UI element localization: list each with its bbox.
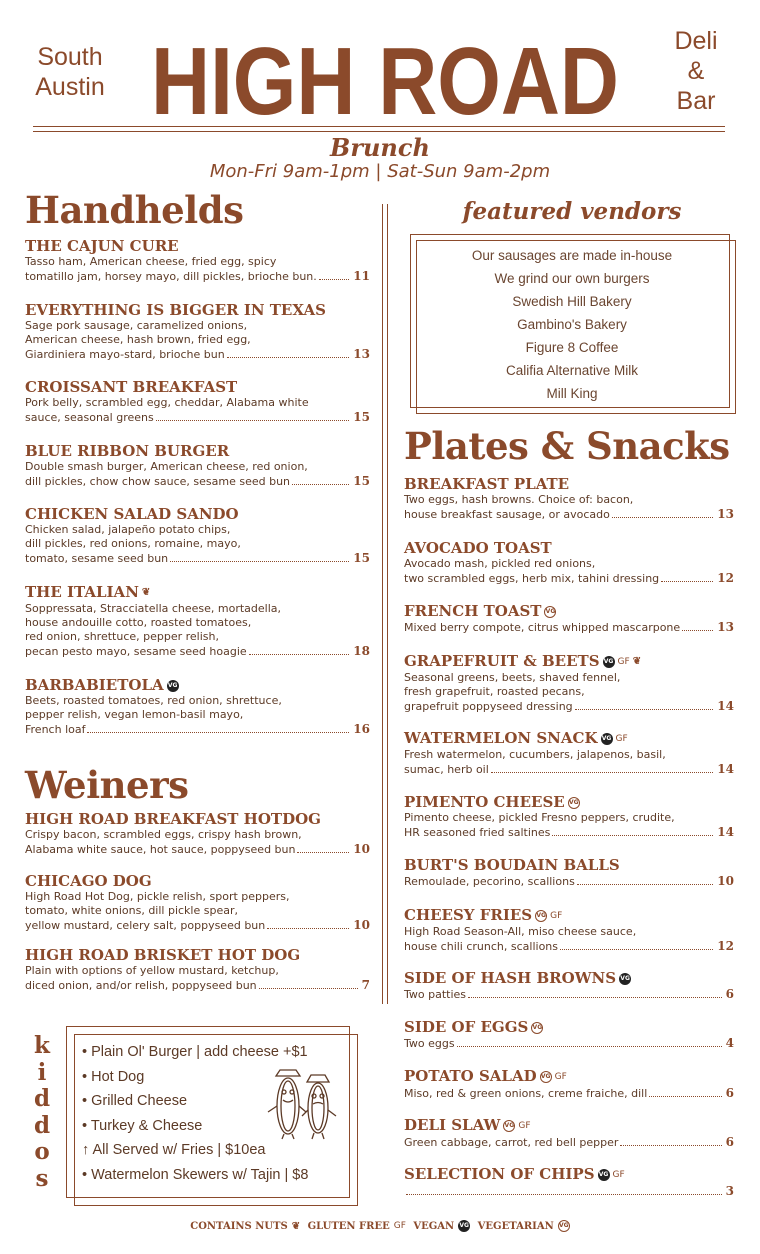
menu-item-name-text: BURT'S BOUDAIN BALLS — [404, 856, 620, 874]
dot-leader — [575, 709, 714, 710]
menu-item-description-last — [404, 507, 734, 522]
menu-item-name-text: CHICAGO DOG — [25, 872, 152, 890]
hotdog-characters-illustration — [264, 1066, 344, 1140]
menu-item-description-text: Green cabbage, carrot, red bell pepper — [404, 1136, 619, 1149]
dot-leader — [292, 484, 349, 485]
menu-item-name — [404, 602, 734, 620]
menu-item — [25, 676, 370, 737]
menu-item-description-last — [404, 825, 734, 840]
location-label: South Austin — [35, 43, 105, 101]
menu-item-description: dill pickles, red onions, romaine, mayo, — [25, 537, 241, 550]
menu-item-description-last — [25, 722, 370, 737]
menu-item-description: Fresh watermelon, cucumbers, jalapenos, basil, — [404, 748, 666, 761]
menu-item-name-text: BARBABIETOLA — [25, 676, 164, 694]
menu-item-description: house andouille cotto, roasted tomatoes, — [25, 616, 252, 629]
kiddos-item: • Plain Ol' Burger | add cheese +$1 — [82, 1044, 308, 1060]
menu-item-description-text: pecan pesto mayo, sesame seed hoagie — [25, 645, 247, 658]
vendor-item: Our sausages are made in-house — [471, 248, 673, 263]
gluten-free-mark: GF — [554, 1072, 567, 1082]
menu-item-description-last — [404, 1184, 734, 1198]
gluten-free-mark: GF — [518, 1121, 531, 1131]
menu-item-name — [404, 856, 734, 874]
menu-item-price: 13 — [717, 620, 734, 634]
vendor-item: Gambino's Bakery — [517, 317, 627, 332]
menu-item-description-last — [404, 874, 734, 889]
menu-item-name — [404, 1116, 734, 1135]
menu-item — [404, 602, 734, 635]
menu-item-description-text: Alabama white sauce, hot sauce, poppyseed bun — [25, 843, 296, 856]
menu-item — [404, 856, 734, 889]
menu-item-description: tomato, white onions, dill pickle spear, — [25, 904, 238, 917]
menu-item-description-last — [404, 620, 734, 635]
restaurant-title-text: HIGH ROAD — [151, 28, 619, 132]
dot-leader — [491, 772, 714, 773]
legend-vegetarian-label: VEGETARIAN — [477, 1220, 554, 1232]
menu-item-description-text: Two eggs — [404, 1037, 455, 1050]
menu-item-description-text: grapefruit poppyseed dressing — [404, 700, 573, 713]
gluten-free-mark: GF — [550, 911, 563, 921]
menu-item-description-text: yellow mustard, celery salt, poppyseed bun — [25, 919, 266, 932]
menu-item-description: Seasonal greens, beets, shaved fennel, — [404, 671, 621, 684]
menu-item-price: 6 — [725, 1086, 734, 1100]
menu-item-name — [25, 442, 370, 460]
kiddos-letter: o — [34, 1138, 50, 1165]
dot-leader — [267, 928, 349, 929]
dot-leader — [620, 1145, 721, 1146]
vegetarian-icon: VG — [503, 1120, 515, 1132]
menu-item-description-text: tomatillo jam, horsey mayo, dill pickles, brioche bun. — [25, 270, 317, 283]
menu-item-description: High Road Season-All, miso cheese sauce, — [404, 925, 637, 938]
menu-item-name-text: CHICKEN SALAD SANDO — [25, 505, 239, 523]
kiddos-letter: i — [37, 1058, 47, 1086]
kiddos-vertical-title — [27, 1033, 57, 1192]
header-rule-bottom — [33, 131, 725, 132]
menu-item — [25, 378, 370, 425]
menu-item-description-text: HR seasoned fried saltines — [404, 826, 551, 839]
vegan-icon: VG — [458, 1220, 470, 1232]
menu-item-description-last — [25, 644, 370, 659]
dot-leader — [552, 835, 713, 836]
menu-item — [25, 810, 370, 857]
menu-item-description: Avocado mash, pickled red onions, — [404, 557, 596, 570]
menu-item-description-last — [404, 571, 734, 586]
menu-item-name-text: GRAPEFRUIT & BEETS — [404, 652, 600, 670]
vegan-icon: VG — [167, 680, 179, 692]
menu-item-price: 7 — [361, 978, 370, 992]
menu-item-description-last — [25, 347, 370, 362]
menu-item-name — [404, 969, 734, 987]
vegetarian-icon: VG — [568, 797, 580, 809]
menu-item-price: 6 — [725, 987, 734, 1001]
menu-item-name-text: PIMENTO CHEESE — [404, 793, 565, 811]
dot-leader — [468, 997, 722, 998]
vendors-title: featured vendors — [462, 198, 682, 225]
menu-item — [404, 1067, 734, 1101]
menu-item-price: 6 — [725, 1135, 734, 1149]
menu-item-description-text: Remoulade, pecorino, scallions — [404, 875, 575, 888]
kiddos-letter: k — [34, 1032, 50, 1059]
menu-item-price: 3 — [725, 1184, 734, 1198]
menu-item-description-text: house breakfast sausage, or avocado — [404, 508, 610, 521]
menu-item-description: Beets, roasted tomatoes, red onion, shrettuce, — [25, 694, 282, 707]
menu-item-name-text: SELECTION OF CHIPS — [404, 1165, 595, 1183]
menu-item-price: 12 — [717, 939, 734, 953]
menu-item-name — [25, 872, 370, 890]
menu-item — [404, 969, 734, 1002]
menu-item-price: 10 — [717, 874, 734, 888]
menu-item-price: 13 — [353, 347, 370, 361]
menu-item-name-text: CHEESY FRIES — [404, 906, 533, 924]
menu-item-description: Pimento cheese, pickled Fresno peppers, crudite, — [404, 811, 675, 824]
nut-icon: ❦ — [141, 587, 151, 598]
menu-item — [25, 301, 370, 362]
menu-item — [404, 729, 734, 777]
menu-item-description-text: diced onion, and/or relish, poppyseed bun — [25, 979, 257, 992]
menu-item-description: Two eggs, hash browns. Choice of: bacon, — [404, 493, 634, 506]
menu-item-description-last — [25, 918, 370, 933]
menu-item-description: Sage pork sausage, caramelized onions, — [25, 319, 248, 332]
menu-item — [404, 1165, 734, 1198]
vegan-icon: VG — [603, 656, 615, 668]
dot-leader — [661, 581, 713, 582]
vegetarian-icon: VG — [544, 606, 556, 618]
menu-item-description-last — [404, 762, 734, 777]
menu-item-name-text: THE CAJUN CURE — [25, 237, 179, 255]
dot-leader — [319, 279, 350, 280]
dot-leader — [170, 561, 349, 562]
menu-item-name — [404, 652, 734, 671]
vendor-item: We grind our own burgers — [494, 271, 650, 286]
gf-mark: GF — [393, 1221, 406, 1231]
handhelds-title: Handhelds — [25, 188, 244, 232]
dietary-legend — [0, 1220, 760, 1232]
dot-leader — [249, 654, 350, 655]
menu-item — [25, 505, 370, 566]
menu-item-description-last — [404, 1135, 734, 1150]
menu-item-name — [404, 1165, 734, 1184]
menu-item — [404, 1116, 734, 1150]
menu-item-description-last — [404, 987, 734, 1002]
menu-item-name — [404, 793, 734, 811]
gluten-free-mark: GF — [612, 1170, 625, 1180]
dot-leader — [406, 1194, 722, 1195]
menu-item-description-text: Miso, red & green onions, creme fraiche, dill — [404, 1087, 648, 1100]
menu-item-price: 15 — [353, 474, 370, 488]
dot-leader — [560, 949, 713, 950]
menu-item-price: 14 — [717, 762, 734, 776]
legend-nuts-label: CONTAINS NUTS — [190, 1220, 288, 1232]
nut-icon: ❦ — [291, 1220, 301, 1232]
menu-item-description-text: two scrambled eggs, herb mix, tahini dressing — [404, 572, 660, 585]
menu-item-name-text: SIDE OF HASH BROWNS — [404, 969, 617, 987]
menu-item-description: pepper relish, vegan lemon-basil mayo, — [25, 708, 244, 721]
menu-item-description: American cheese, hash brown, fried egg, — [25, 333, 251, 346]
menu-item-name-text: DELI SLAW — [404, 1116, 501, 1134]
menu-item — [25, 237, 370, 284]
menu-item — [25, 872, 370, 933]
menu-item-description-last — [404, 939, 734, 954]
menu-item-price: 10 — [353, 918, 370, 932]
menu-item — [25, 583, 370, 659]
menu-item-description-last — [25, 978, 370, 993]
dot-leader — [457, 1046, 722, 1047]
menu-item-name — [404, 1018, 734, 1036]
menu-item-description: Double smash burger, American cheese, red onion, — [25, 460, 308, 473]
menu-item-name-text: BLUE RIBBON BURGER — [25, 442, 230, 460]
menu-item-name — [25, 301, 370, 319]
vendors-list — [410, 244, 734, 405]
menu-item-description-last — [404, 1036, 734, 1051]
menu-item-name — [25, 583, 370, 602]
legend-vegan-label: VEGAN — [413, 1220, 455, 1232]
menu-item-name — [25, 378, 370, 396]
meal-title: Brunch — [330, 133, 430, 162]
menu-item — [404, 1018, 734, 1051]
menu-item-description-text: sumac, herb oil — [404, 763, 489, 776]
dot-leader — [87, 732, 349, 733]
menu-item-description-last — [25, 474, 370, 489]
menu-item-name — [404, 729, 734, 748]
header-rule-top — [33, 126, 725, 127]
menu-item-description-text: Giardiniera mayo-stard, brioche bun — [25, 348, 225, 361]
menu-item-name-text: POTATO SALAD — [404, 1067, 537, 1085]
menu-item-description-last — [25, 410, 370, 425]
kiddos-item: • Hot Dog — [82, 1068, 145, 1085]
menu-item-name — [25, 237, 370, 255]
vegan-icon: VG — [598, 1169, 610, 1181]
menu-item-name-text: HIGH ROAD BRISKET HOT DOG — [25, 946, 301, 964]
menu-item-description: Chicken salad, jalapeño potato chips, — [25, 523, 231, 536]
menu-item — [404, 475, 734, 522]
menu-item-name-text: BREAKFAST PLATE — [404, 475, 570, 493]
menu-item-description-last — [404, 1086, 734, 1101]
plates-title: Plates & Snacks — [404, 424, 730, 468]
dot-leader — [227, 357, 350, 358]
kiddos-item: • Grilled Cheese — [82, 1093, 188, 1109]
menu-item — [404, 906, 734, 954]
menu-item-name-text: SIDE OF EGGS — [404, 1018, 529, 1036]
menu-item — [404, 793, 734, 840]
menu-item — [404, 539, 734, 586]
vegetarian-icon: VG — [558, 1220, 570, 1232]
menu-item-description-text: tomato, sesame seed bun — [25, 552, 169, 565]
menu-item-name — [25, 946, 370, 964]
dot-leader — [682, 630, 713, 631]
vendor-item: Mill King — [546, 386, 598, 401]
menu-item — [25, 442, 370, 489]
dot-leader — [649, 1096, 721, 1097]
menu-item-name-text: HIGH ROAD BREAKFAST HOTDOG — [25, 810, 321, 828]
menu-item-price: 14 — [717, 825, 734, 839]
menu-item-price: 15 — [353, 410, 370, 424]
menu-item-name-text: WATERMELON SNACK — [404, 729, 598, 747]
vendor-item: Califia Alternative Milk — [505, 363, 639, 378]
legend-gluten-free-label: GLUTEN FREE — [307, 1220, 390, 1232]
menu-item-name-text: AVOCADO TOAST — [404, 539, 552, 557]
restaurant-logo-title — [145, 22, 625, 132]
kiddos-item: ↑ All Served w/ Fries | $10ea — [82, 1142, 266, 1158]
menu-item-description-text: Two patties — [404, 988, 467, 1001]
menu-item-name — [25, 505, 370, 523]
menu-item-description-text: French loaf — [25, 723, 86, 736]
vegan-icon: VG — [601, 733, 613, 745]
menu-item-name-text: CROISSANT BREAKFAST — [25, 378, 238, 396]
nut-icon: ❦ — [632, 656, 642, 667]
hours-text: Mon-Fri 9am-1pm | Sat-Sun 9am-2pm — [209, 161, 551, 182]
menu-item-description-last — [404, 699, 734, 714]
dot-leader — [297, 852, 349, 853]
menu-item-description-text: house chili crunch, scallions — [404, 940, 558, 953]
menu-item-price: 18 — [353, 644, 370, 658]
kiddos-letter: d — [33, 1111, 51, 1139]
menu-item-price: 16 — [353, 722, 370, 736]
weiners-title: Weiners — [25, 763, 189, 807]
kiddos-item: • Turkey & Cheese — [82, 1117, 203, 1134]
menu-item-description-last — [25, 551, 370, 566]
dot-leader — [156, 420, 350, 421]
menu-item-price: 13 — [717, 507, 734, 521]
column-divider — [382, 204, 388, 1004]
menu-item-name — [404, 475, 734, 493]
menu-item-price: 15 — [353, 551, 370, 565]
menu-item-name-text: FRENCH TOAST — [404, 602, 542, 620]
dot-leader — [577, 884, 714, 885]
menu-item — [25, 946, 370, 993]
menu-item-description-last — [25, 842, 370, 857]
menu-item-price: 4 — [725, 1036, 734, 1050]
menu-item-name-text: EVERYTHING IS BIGGER IN TEXAS — [25, 301, 326, 319]
menu-item-description: red onion, shrettuce, pepper relish, — [25, 630, 219, 643]
menu-item-description: Crispy bacon, scrambled eggs, crispy hash brown, — [25, 828, 302, 841]
menu-item-description-text: Mixed berry compote, citrus whipped mascarpone — [404, 621, 681, 634]
deli-bar-label: Deli & Bar — [674, 27, 718, 115]
menu-item-description: Tasso ham, American cheese, fried egg, spicy — [25, 255, 277, 268]
menu-item-name — [404, 539, 734, 557]
menu-item-name — [404, 1067, 734, 1086]
menu-item-name — [25, 810, 370, 828]
dot-leader — [612, 517, 713, 518]
menu-item-name — [404, 906, 734, 925]
menu-item-name — [25, 676, 370, 694]
vendor-item: Figure 8 Coffee — [525, 340, 619, 355]
menu-item-price: 12 — [717, 571, 734, 585]
vegetarian-icon: VG — [540, 1071, 552, 1083]
menu-item-description: Pork belly, scrambled egg, cheddar, Alabama white — [25, 396, 309, 409]
kiddos-letter: d — [33, 1085, 51, 1112]
menu-item — [404, 652, 734, 714]
menu-item-description-text: dill pickles, chow chow sauce, sesame seed bun — [25, 475, 291, 488]
vegetarian-icon: VG — [535, 910, 547, 922]
menu-item-description-last — [25, 269, 370, 284]
gluten-free-mark: GF — [615, 734, 628, 744]
vegan-icon: VG — [619, 973, 631, 985]
menu-item-price: 10 — [353, 842, 370, 856]
kiddos-item: • Watermelon Skewers w/ Tajin | $8 — [82, 1166, 309, 1183]
vegetarian-icon: VG — [531, 1022, 543, 1034]
kiddos-letter: s — [35, 1164, 49, 1192]
menu-item-price: 14 — [717, 699, 734, 713]
menu-item-description-text: sauce, seasonal greens — [25, 411, 154, 424]
gluten-free-mark: GF — [617, 657, 630, 667]
menu-item-description: Soppressata, Stracciatella cheese, mortadella, — [25, 602, 282, 615]
menu-item-name-text: THE ITALIAN — [25, 583, 139, 601]
menu-item-price: 11 — [353, 269, 370, 283]
menu-item-description: Plain with options of yellow mustard, ketchup, — [25, 964, 279, 977]
dot-leader — [259, 988, 358, 989]
menu-item-description: High Road Hot Dog, pickle relish, sport peppers, — [25, 890, 290, 903]
vendor-item: Swedish Hill Bakery — [512, 294, 632, 309]
menu-item-description: fresh grapefruit, roasted pecans, — [404, 685, 585, 698]
